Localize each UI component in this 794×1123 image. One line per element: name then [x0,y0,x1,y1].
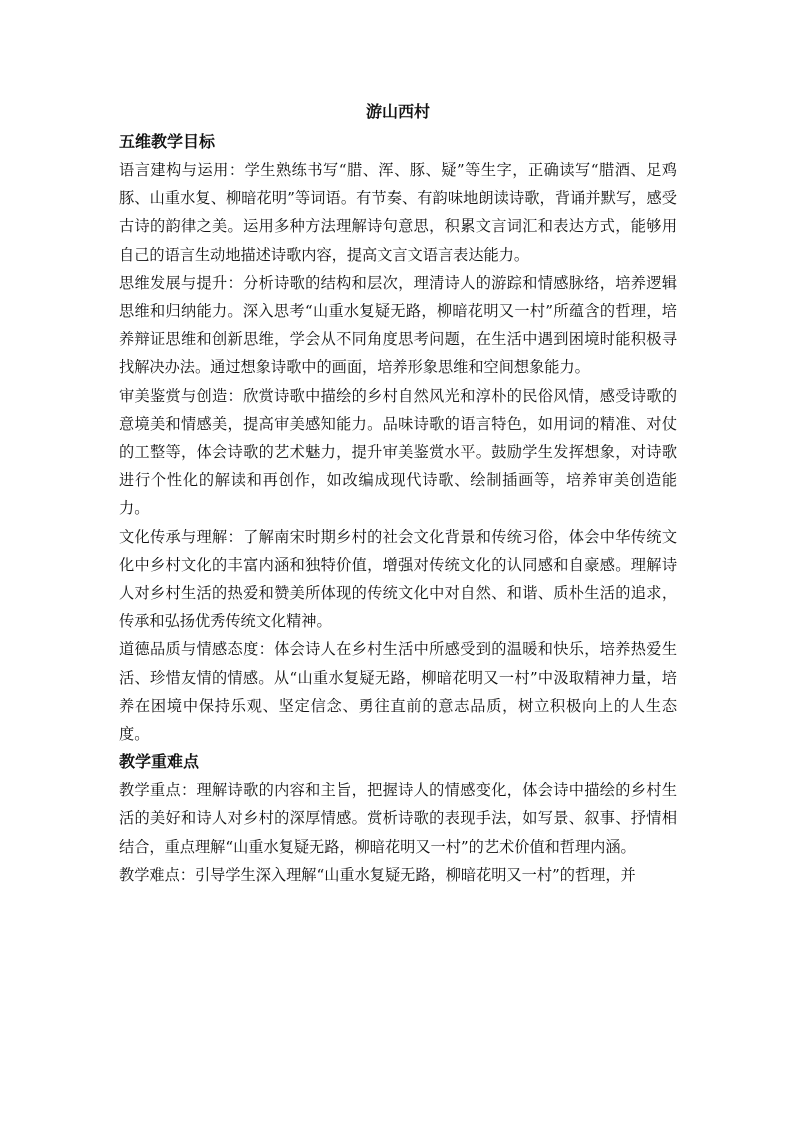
paragraph-culture: 文化传承与理解：了解南宋时期乡村的社会文化背景和传统习俗，体会中华传统文化中乡村文化的丰富内涵和独特价值，增强对传统文化的认同感和自豪感。理解诗人对乡村生活的热爱和赞美所体现的传统文化中对自然、和谐、质朴生活的追求，传承和弘扬优秀传统文化精神。 [119,527,677,631]
section-heading-key-points: 教学重难点 [119,752,200,772]
paragraph-difficulty: 教学难点：引导学生深入理解“山重水复疑无路，柳暗花明又一村”的哲理，并 [119,865,636,884]
section-heading-objectives: 五维教学目标 [119,132,216,151]
paragraph-key-point: 教学重点：理解诗歌的内容和主旨，把握诗人的情感变化，体会诗中描绘的乡村生活的美好和诗人对乡村的深厚情感。赏析诗歌的表现手法，如写景、叙事、抒情相结合，重点理解“山重水复疑无路，柳暗花明又一村”的艺术价值和哲理内涵。 [119,781,677,856]
document-title: 游山西村 [365,102,430,121]
paragraph-thinking: 思维发展与提升：分析诗歌的结构和层次，理清诗人的游踪和情感脉络，培养逻辑思维和归纳能力。深入思考“山重水复疑无路，柳暗花明又一村”所蕴含的哲理，培养辩证思维和创新思维，学会从不同角度思考问题，在生活中遇到困境时能积极寻找解决办法。通过想象诗歌中的画面，培养形象思维和空间想象能力。 [119,273,677,377]
paragraph-morality: 道德品质与情感态度：体会诗人在乡村生活中所感受到的温暖和快乐，培养热爱生活、珍惜友情的情感。从“山重水复疑无路，柳暗花明又一村”中汲取精神力量，培养在困境中保持乐观、坚定信念、勇往直前的意志品质，树立积极向上的人生态度。 [119,640,677,744]
paragraph-aesthetics: 审美鉴赏与创造：欣赏诗歌中描绘的乡村自然风光和淳朴的民俗风情，感受诗歌的意境美和情感美，提高审美感知能力。品味诗歌的语言特色，如用词的精准、对仗的工整等，体会诗歌的艺术魅力，提升审美鉴赏水平。鼓励学生发挥想象，对诗歌进行个性化的解读和再创作，如改编成现代诗歌、绘制插画等，培养审美创造能力。 [119,386,677,518]
document-body [119,96,677,889]
paragraph-language: 语言建构与运用：学生熟练书写“腊、浑、豚、疑”等生字，正确读写“腊酒、足鸡豚、山重水复、柳暗花明”等词语。有节奏、有韵味地朗读诗歌，背诵并默写，感受古诗的韵律之美。运用多种方法理解诗句意思，积累文言词汇和表达方式，能够用自己的语言生动地描述诗歌内容，提高文言文语言表达能力。 [119,161,677,264]
